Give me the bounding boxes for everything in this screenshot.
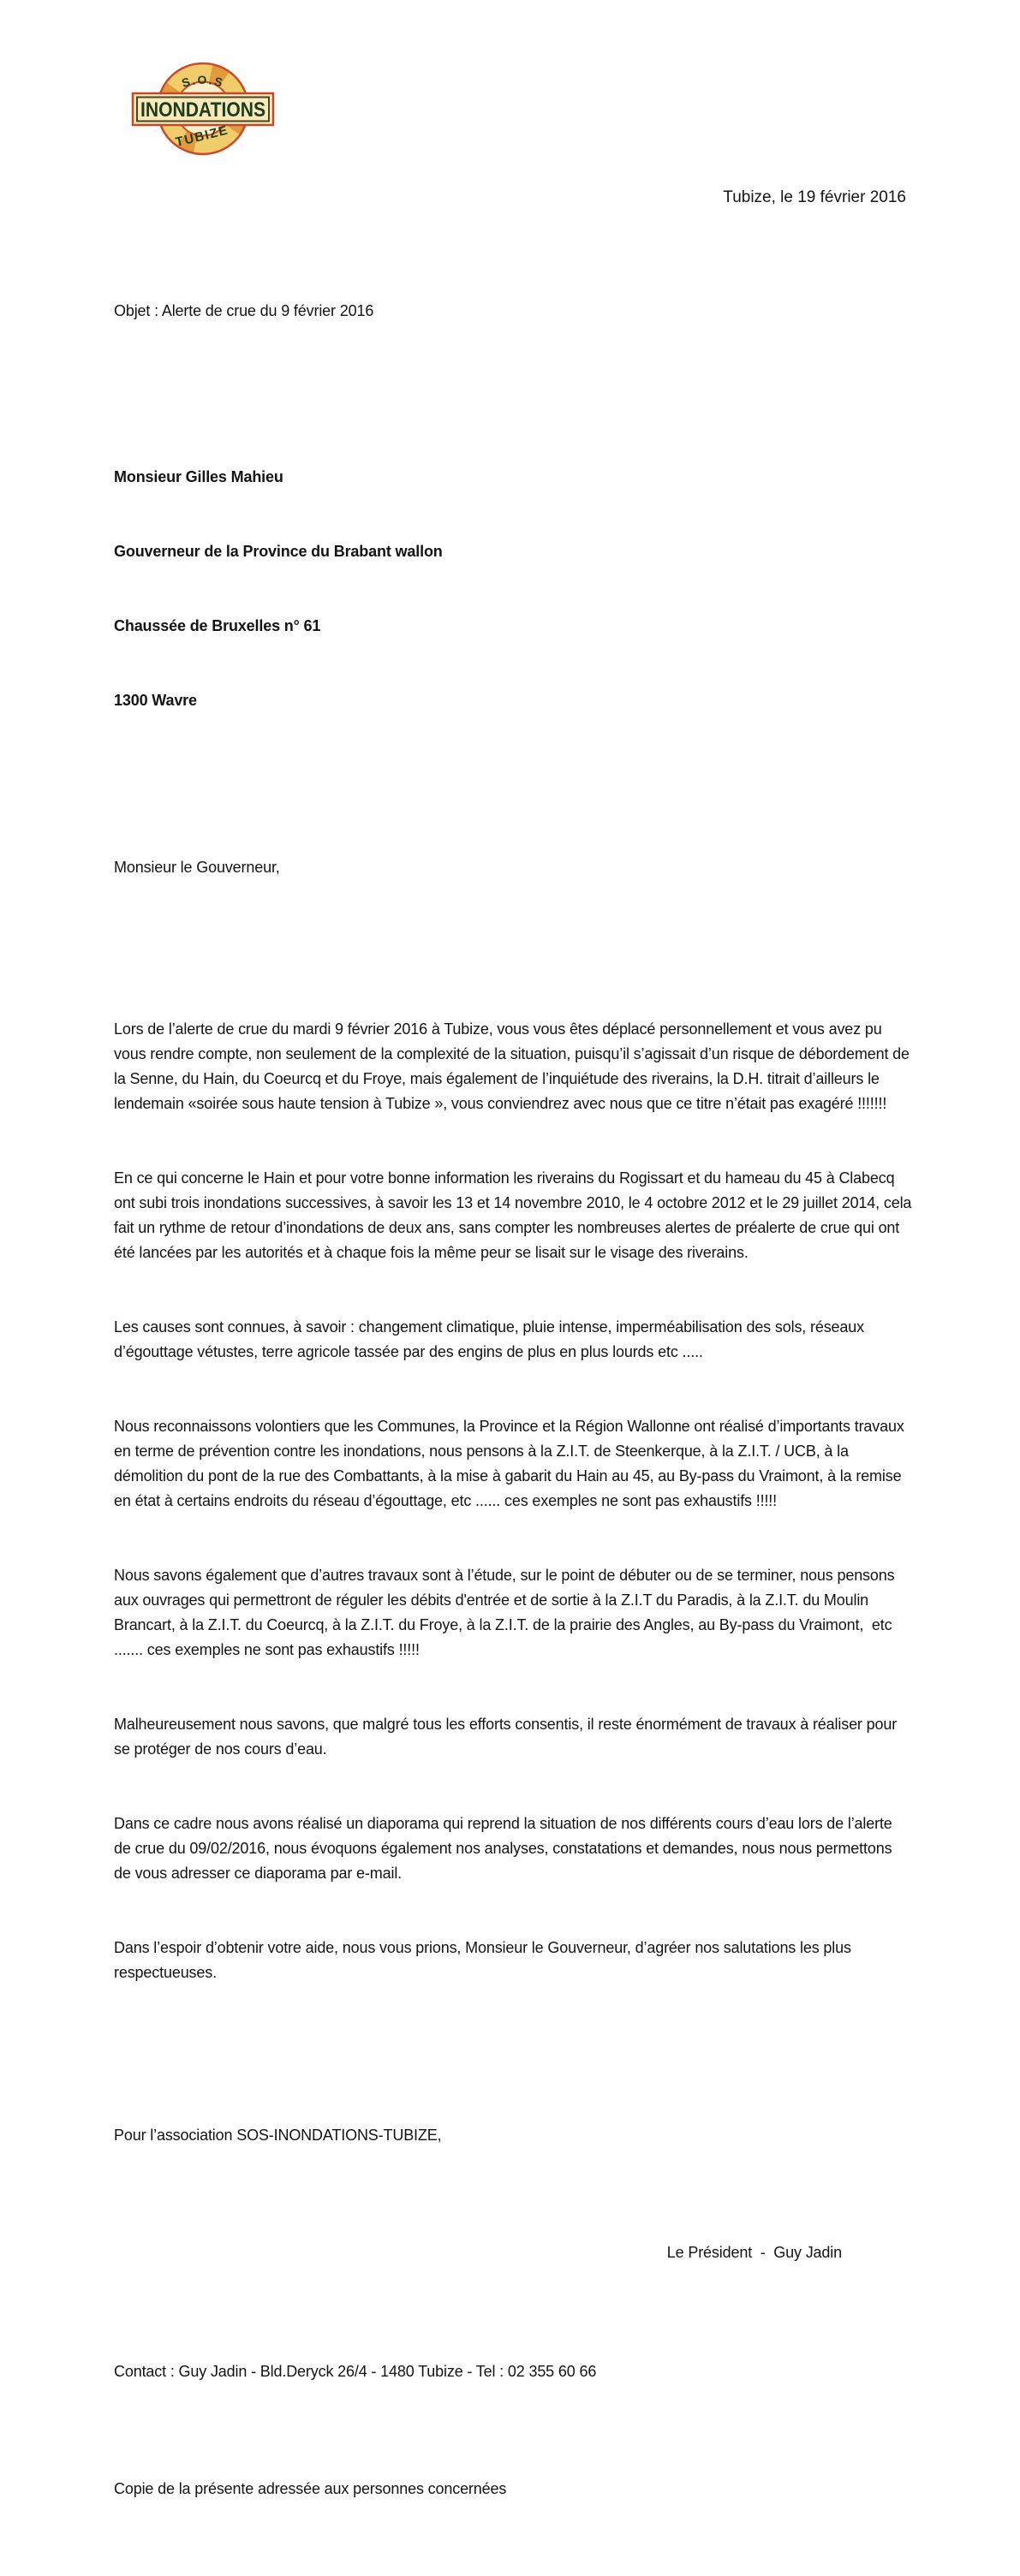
copy-note: Copie de la présente adressée aux personnes concernées (114, 2480, 507, 2497)
recipient-street: Chaussée de Bruxelles n° 61 (114, 617, 321, 634)
recipient-title: Gouverneur de la Province du Brabant wallon (114, 543, 443, 560)
recipient-name: Monsieur Gilles Mahieu (114, 468, 283, 485)
logo-top-text: S.O.S (180, 73, 226, 91)
body-paragraph: Les causes sont connues, à savoir : changement climatique, pluie intense, imperméabilisation des sols, réseaux d’égouttage vétustes, terre agricole tassée par des engins de plus en plus lourds etc ..... (114, 1318, 868, 1360)
body-paragraph: Lors de l’alerte de crue du mardi 9 février 2016 à Tubize, vous vous êtes déplacé personnellement et vous avez pu vous rendre compte, non seulement de la complexité de la situation, puisqu’il s’agissait d’un risque de débordement de la Senne, du Hain, du Coeurcq et du Froye, mais également de l’inquiétude des riverains, la D.H. titrait d’ailleurs le lendemain «soirée sous haute tension à Tubize », vous conviendrez avec nous que ce titre n’était pas exagéré !!!!!!! (114, 1020, 914, 1112)
subject-line: Objet : Alerte de crue du 9 février 2016 (114, 302, 374, 319)
body-paragraph: Nous savons également que d’autres travaux sont à l’étude, sur le point de débuter ou de se terminer, nous pensons aux ouvrages qui permettront de réguler les débits d'entrée et de sortie à la Z.I.T du Paradis, à la Z.I.T. du Moulin Brancart, à la Z.I.T. du Coeurcq, à la Z.I.T. du Froye, à la Z.I.T. de la prairie des Angles, au By-pass du Vraimont, etc ....... ces exemples ne sont pas exhaustifs !!!!! (114, 1567, 899, 1658)
letter-body (114, 967, 916, 2035)
body-paragraph: Nous reconnaissons volontiers que les Communes, la Province et la Région Wallonne ont réalisé d’importants travaux en terme de prévention contre les inondations, nous pensons à la Z.I.T. de Steenkerque, à la Z.I.T. / UCB, à la démolition du pont de la rue des Combattants, à la mise à gabarit du Hain au 45, au By-pass du Vraimont, à la remise en état à certains endroits du réseau d’égouttage, etc ...... ces exemples ne sont pas exhaustifs !!!!! (114, 1418, 909, 1509)
contact-line: Contact : Guy Jadin - Bld.Deryck 26/4 - 1480 Tubize - Tel : 02 355 60 66 (114, 2363, 597, 2380)
sos-inondations-tubize-logo (128, 58, 278, 161)
life-buoy-icon (128, 58, 278, 161)
logo-banner-text: INONDATIONS (140, 98, 265, 122)
date-line: Tubize, le 19 février 2016 (723, 188, 906, 206)
body-paragraph: Dans l’espoir d’obtenir votre aide, nous vous prions, Monsieur le Gouverneur, d’agréer nos salutations les plus respectueuses. (114, 1939, 856, 1981)
association-line: Pour l’association SOS-INONDATIONS-TUBIZE, (114, 2127, 442, 2144)
letter-content (114, 224, 916, 2576)
recipient-block (114, 415, 912, 763)
body-paragraph: En ce qui concerne le Hain et pour votre bonne information les riverains du Rogissart et du hameau du 45 à Clabecq ont subi trois inondations successives, à savoir les 13 et 14 novembre 2010, le 4 octobre 2012 et le 29 juillet 2014, cela fait un rythme de retour d’inondations de deux ans, sans compter les nombreuses alertes de préalerte de crue qui ont été lancées par les autorités et à chaque fois la même peur se lisait sur le visage des riverains. (114, 1169, 916, 1261)
body-paragraph: Malheureusement nous savons, que malgré tous les efforts consentis, il reste énormément de travaux à réaliser pour se protéger de nos cours d’eau. (114, 1716, 901, 1758)
signature-line: Le Président - Guy Jadin (666, 2244, 842, 2261)
salutation: Monsieur le Gouverneur, (114, 859, 280, 876)
logo-bottom-text: TUBIZE (174, 122, 230, 150)
body-paragraph: Dans ce cadre nous avons réalisé un diaporama qui reprend la situation de nos différents cours d’eau lors de l’alerte de crue du 09/02/2016, nous évoquons également nos analyses, constatations et demandes, nous nous permettons de vous adresser ce diaporama par e-mail. (114, 1815, 897, 1882)
recipient-city: 1300 Wavre (114, 692, 197, 709)
